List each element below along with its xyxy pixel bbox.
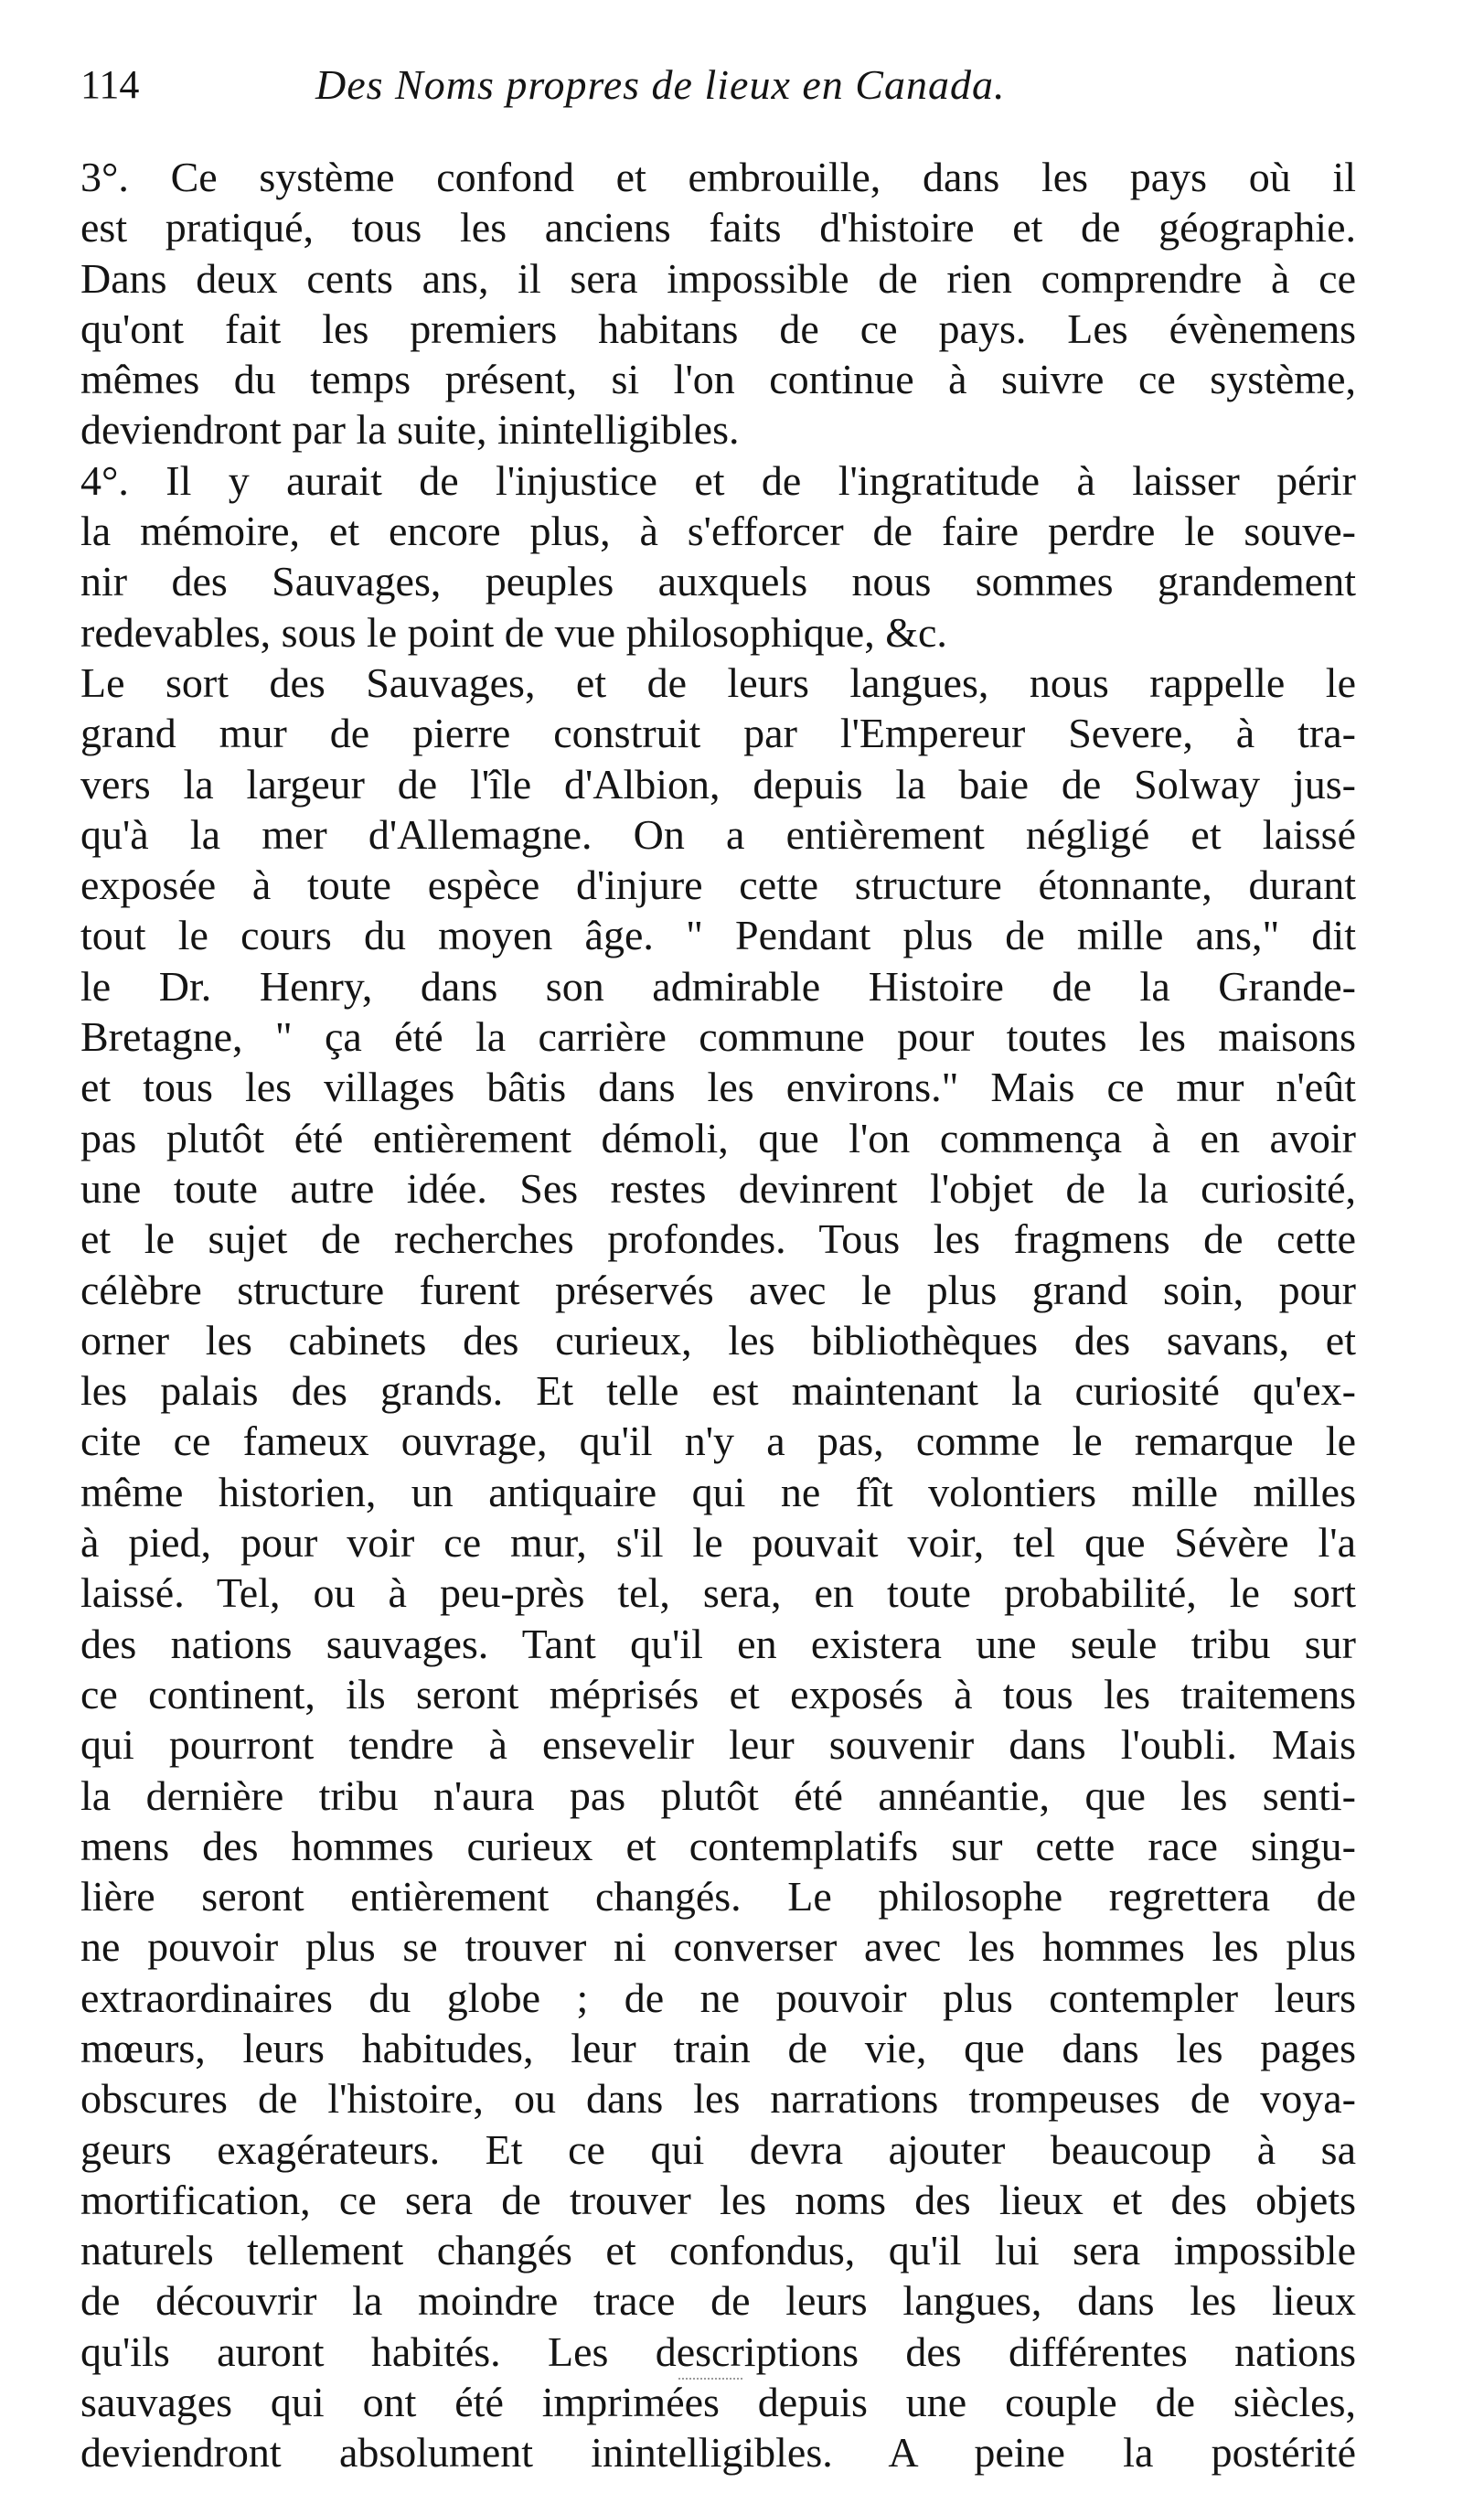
text-line: et tous les villages bâtis dans les environs." Mais ce mur n'eût	[80, 1064, 1356, 1111]
text-line: les palais des grands. Et telle est maintenant la curiosité qu'ex-	[80, 1367, 1356, 1415]
text-line: mens des hommes curieux et contemplatifs sur cette race singu-	[80, 1822, 1356, 1869]
text-line: même historien, un antiquaire qui ne fît volontiers mille milles	[80, 1468, 1356, 1515]
text-line: 3°. Ce système confond et embrouille, dans les pays où il	[80, 154, 1356, 200]
text-line: la mémoire, et encore plus, à s'efforcer de faire perdre le souve-	[80, 508, 1356, 555]
text-line: obscures de l'histoire, ou dans les narrations trompeuses de voya-	[80, 2075, 1356, 2123]
text-line: qu'à la mer d'Allemagne. On a entièrement négligé et laissé	[80, 810, 1356, 858]
text-line: qui pourront tendre à ensevelir leur souvenir dans l'oubli. Mais	[80, 1721, 1356, 1769]
text-line: naturels tellement changés et confondus, qu'il lui sera impossible	[80, 2227, 1356, 2274]
text-line: geurs exagérateurs. Et ce qui devra ajouter beaucoup à sa	[80, 2125, 1356, 2173]
text-line: Dans deux cents ans, il sera impossible de rien comprendre à ce	[80, 254, 1356, 302]
text-line: 4°. Il y aurait de l'injustice et de l'ingratitude à laisser périr	[80, 456, 1356, 504]
text-line: orner les cabinets des curieux, les bibliothèques des savans, et	[80, 1316, 1356, 1364]
text-line: pas plutôt été entièrement démoli, que l'on commença à en avoir	[80, 1114, 1356, 1161]
text-line: ce continent, ils seront méprisés et exposés à tous les traitemens	[80, 1670, 1356, 1717]
text-line: lière seront entièrement changés. Le philosophe regrettera de	[80, 1873, 1356, 1921]
text-line: et le sujet de recherches profondes. Tous les fragmens de cette	[80, 1215, 1356, 1263]
text-line: cite ce fameux ouvrage, qu'il n'y a pas, comme le remarque le	[80, 1418, 1356, 1465]
text-line: qu'ont fait les premiers habitans de ce pays. Les évènemens	[80, 305, 1356, 352]
page-header	[80, 53, 1361, 117]
text-line: mœurs, leurs habitudes, leur train de vie, que dans les pages	[80, 2024, 1356, 2071]
text-line: à pied, pour voir ce mur, s'il le pouvait voir, tel que Sévère l'a	[80, 1519, 1356, 1567]
text-line: sauvages qui ont été imprimées depuis une couple de siècles,	[80, 2379, 1356, 2426]
text-line: une toute autre idée. Ses restes devinrent l'objet de la curiosité,	[80, 1164, 1356, 1212]
text-line: la dernière tribu n'aura pas plutôt été annéantie, que les senti-	[80, 1771, 1356, 1819]
page-number: 114	[80, 62, 140, 107]
text-line: tout le cours du moyen âge. " Pendant plus de mille ans," dit	[80, 912, 1356, 959]
text-line: mortification, ce sera de trouver les noms des lieux et des objets	[80, 2176, 1356, 2223]
text-line: vers la largeur de l'île d'Albion, depuis la baie de Solway jus-	[80, 760, 1356, 808]
text-line: exposée à toute espèce d'injure cette structure étonnante, durant	[80, 861, 1356, 909]
text-line: qu'ils auront habités. Les descriptions des différentes nations	[80, 2327, 1356, 2375]
print-mark	[678, 2378, 742, 2385]
running-title: Des Noms propres de lieux en Canada.	[315, 61, 1006, 108]
text-line: ne pouvoir plus se trouver ni converser avec les hommes les plus	[80, 1923, 1356, 1971]
text-line: nir des Sauvages, peuples auxquels nous sommes grandement	[80, 558, 1356, 605]
text-line: de découvrir la moindre trace de leurs langues, dans les lieux	[80, 2277, 1356, 2325]
text-line: Le sort des Sauvages, et de leurs langues, nous rappelle le	[80, 658, 1356, 706]
text-line: des nations sauvages. Tant qu'il en existera une seule tribu sur	[80, 1620, 1356, 1667]
body-text	[80, 152, 1356, 2478]
text-line: mêmes du temps présent, si l'on continue à suivre ce système,	[80, 356, 1356, 403]
text-line: le Dr. Henry, dans son admirable Histoire de la Grande-	[80, 962, 1356, 1010]
text-line: célèbre structure furent préservés avec le plus grand soin, pour	[80, 1266, 1356, 1313]
text-line: est pratiqué, tous les anciens faits d'histoire et de géographie.	[80, 204, 1356, 251]
text-line: deviendront absolument inintelligibles. A peine la postérité	[80, 2429, 1356, 2477]
text-line: grand mur de pierre construit par l'Empereur Severe, à tra-	[80, 710, 1356, 757]
text-line: extraordinaires du globe ; de ne pouvoir plus contempler leurs	[80, 1974, 1356, 2021]
text-line: redevables, sous le point de vue philosophique, &c.	[80, 608, 947, 656]
text-line: deviendront par la suite, inintelligibles.	[80, 406, 740, 454]
text-line: laissé. Tel, ou à peu-près tel, sera, en toute probabilité, le sort	[80, 1569, 1356, 1617]
text-line: Bretagne, " ça été la carrière commune pour toutes les maisons	[80, 1013, 1356, 1061]
